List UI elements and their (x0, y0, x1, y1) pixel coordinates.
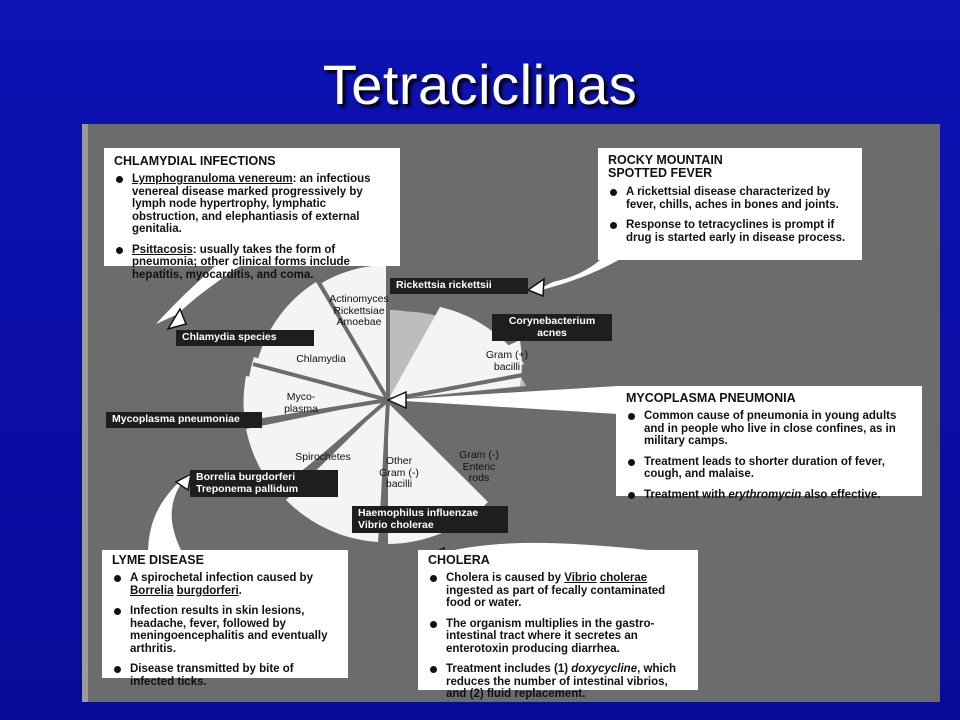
wedge-spirochetes-line1: Spirochetes (295, 451, 351, 463)
rocky-heading-line1: ROCKY MOUNTAIN (608, 153, 723, 167)
wedge-other-line2: Gram (-) (379, 466, 419, 479)
wedge-label-spirochetes (288, 452, 358, 464)
box-mycoplasma-pneumonia (616, 386, 922, 501)
wedge-actinomyces-line3: Amoebae (336, 316, 382, 328)
mycoplasma-bullet-3 (626, 489, 914, 502)
wedge-chlamydia-line1: Chlamydia (296, 353, 346, 365)
cholera-heading: CHOLERA (428, 553, 490, 567)
cholera-b1-pre: Cholera is caused by (446, 572, 565, 584)
box-rocky-mountain (598, 148, 862, 260)
wedge-other-line3: bacilli (385, 478, 413, 490)
wedge-enteric-line1: Gram (-) (459, 449, 499, 461)
chlamydial-text-1: : an infectious venereal disease marked progressively by lymph node hypertrophy, lymphatic obstruction, and elephantiasis of external genitalia. (132, 173, 371, 235)
label-haemophilus-vibrio (352, 506, 508, 533)
rocky-heading-line2: SPOTTED FEVER (608, 166, 713, 180)
mycoplasma-b3-post: also effective. (801, 488, 881, 501)
wedge-label-mycoplasma (276, 392, 326, 415)
wedge-label-actinomyces (324, 294, 394, 329)
cholera-b3-post: , which reduces the number of intestinal vibrios, and (2) fluid replacement. (446, 663, 677, 700)
chlamydial-text-2: : usually takes the form of pneumonia; other clinical forms include hepatitis, myocarditis, and coma. (132, 243, 350, 281)
chlamydial-heading: CHLAMYDIAL INFECTIONS (114, 154, 276, 168)
wedge-mycoplasma-line2: plasma (284, 402, 318, 415)
label-borrelia-treponema (190, 470, 338, 497)
rocky-heading (608, 154, 854, 180)
lyme-list (112, 572, 340, 688)
lyme-bullet-3: Disease transmitted by bite of infected ticks. (112, 663, 340, 688)
tetracycline-diagram (82, 124, 940, 702)
wedge-enteric-line3: rods (468, 472, 490, 484)
label-borrelia-line2: Treponema pallidum (196, 482, 299, 495)
arrowhead-rickettsia (528, 279, 544, 296)
label-corynebacterium (492, 314, 612, 341)
lyme-bullet-1 (112, 572, 340, 597)
mycoplasma-b3-drug: erythromycin (728, 488, 802, 501)
label-chlamydia-species: Chlamydia species (176, 330, 314, 346)
cholera-bullet-1 (428, 572, 690, 610)
box-cholera (418, 550, 698, 700)
cholera-b3-drug: doxycycline (571, 663, 638, 675)
lyme-heading: LYME DISEASE (112, 553, 204, 567)
mycoplasma-bullet-1: Common cause of pneumonia in young adults and in people who live in close confines, as in military camps. (626, 410, 914, 448)
label-borrelia-line1: Borrelia burgdorferi (196, 471, 296, 483)
label-rickettsia-rickettsii: Rickettsia rickettsii (390, 278, 528, 294)
wedge-gram-pos-line1: Gram (+) (485, 349, 529, 361)
box-chlamydial-infections (104, 148, 400, 281)
lyme-b1-post: . (238, 584, 242, 597)
wedge-enteric-line2: Enteric (462, 460, 496, 473)
chlamydial-term-2: Psittacosis (132, 243, 193, 256)
mycoplasma-heading: MYCOPLASMA PNEUMONIA (626, 391, 796, 405)
box-lyme-disease (102, 550, 348, 688)
mycoplasma-list (626, 410, 914, 501)
chlamydial-list (114, 173, 392, 281)
rocky-bullet-1: A rickettsial disease characterized by fever, chills, aches in bones and joints. (608, 186, 854, 211)
cholera-b1-genus: Vibrio (564, 572, 597, 584)
mycoplasma-bullet-2: Treatment leads to shorter duration of fever, cough, and malaise. (626, 456, 914, 481)
wedge-label-gram-negative-enteric (454, 450, 504, 485)
wedge-label-chlamydia (286, 354, 356, 366)
wedge-gram-pos-line2: bacilli (493, 360, 521, 373)
wedge-label-other-gram-negative (374, 456, 424, 491)
cholera-bullet-3 (428, 663, 690, 701)
wedge-other-line1: Other (385, 455, 413, 467)
lyme-b1-pre: A spirochetal infection caused by (130, 572, 313, 584)
label-coryne-line2: acnes (537, 326, 567, 339)
chlamydial-bullet-1 (114, 173, 392, 236)
cholera-bullet-2: The organism multiplies in the gastro-intestinal tract where it secretes an enterotoxin producing diarrhea. (428, 618, 690, 656)
label-coryne-line1: Corynebacterium (508, 315, 596, 327)
label-haemophilus-line1: Haemophilus influenzae (358, 507, 479, 519)
lyme-b1-genus: Borrelia (130, 584, 174, 597)
cholera-b1-species: cholerae (599, 572, 648, 584)
mycoplasma-b3-pre: Treatment with (644, 488, 729, 501)
chlamydial-bullet-2 (114, 244, 392, 282)
wedge-actinomyces-line2: Rickettsiae (333, 304, 385, 317)
cholera-b3-pre: Treatment includes (1) (446, 663, 572, 675)
lyme-bullet-2: Infection results in skin lesions, headache, fever, followed by meningoencephalitis and eventually arthritis. (112, 605, 340, 655)
rocky-bullet-2: Response to tetracyclines is prompt if drug is started early in disease process. (608, 219, 854, 244)
chlamydial-term-1: Lymphogranuloma venereum (132, 173, 293, 185)
cholera-list (428, 572, 690, 701)
wedge-label-gram-positive (482, 350, 532, 373)
cholera-b1-post: ingested as part of fecally contaminated food or water. (446, 584, 666, 609)
label-haemophilus-line2: Vibrio cholerae (358, 518, 434, 531)
slide-title: Tetraciclinas (322, 53, 638, 116)
rocky-list (608, 186, 854, 244)
wedge-mycoplasma-line1: Myco- (286, 391, 316, 403)
wedge-actinomyces-line1: Actinomyces (329, 293, 389, 305)
lyme-b1-species: burgdorferi (176, 584, 239, 597)
label-mycoplasma-pneumoniae: Mycoplasma pneumoniae (106, 412, 262, 428)
